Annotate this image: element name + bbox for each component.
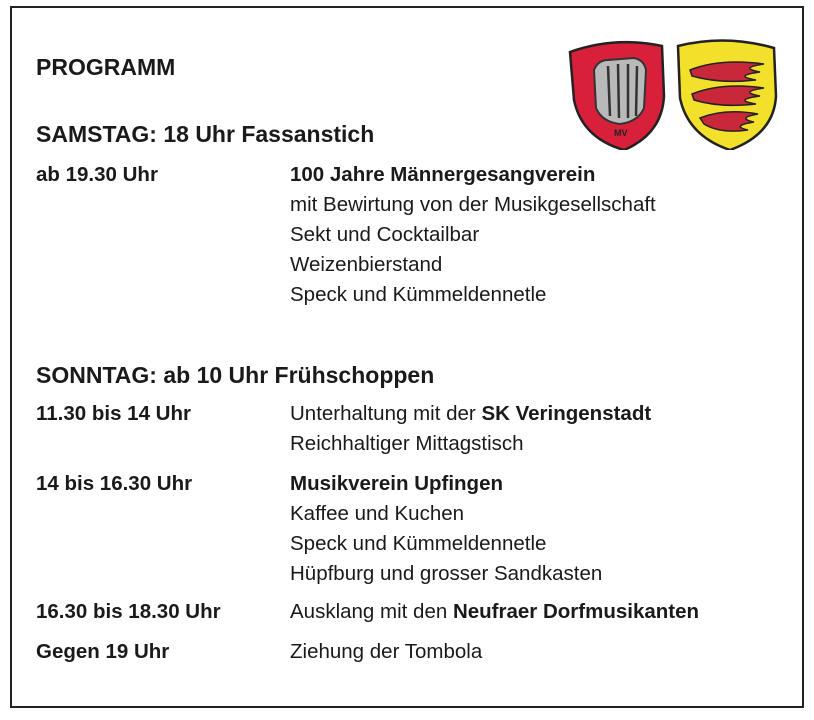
- sunday-line: Reichhaltiger Mittagstisch: [290, 432, 524, 455]
- saturday-line: 100 Jahre Männergesangverein: [290, 163, 596, 186]
- crest-letters: MV: [614, 128, 628, 138]
- sunday-line-bold: Neufraer Dorfmusikanten: [452, 600, 700, 623]
- saturday-time: ab 19.30 Uhr: [36, 163, 158, 186]
- crests: [560, 30, 790, 150]
- sunday-time: Gegen 19 Uhr: [36, 640, 170, 663]
- sunday-line: [290, 600, 699, 624]
- lyre-crest-icon: [570, 42, 664, 150]
- antlers-crest-icon: [678, 40, 776, 150]
- saturday-line: mit Bewirtung von der Musikgesellschaft: [290, 193, 656, 216]
- saturday-heading: SAMSTAG: 18 Uhr Fassanstich: [36, 121, 375, 147]
- sunday-line-text: Unterhaltung mit der: [290, 402, 482, 425]
- sunday-line: Hüpfburg und grosser Sandkasten: [290, 562, 603, 585]
- sunday-time: 11.30 bis 14 Uhr: [36, 402, 191, 425]
- sunday-heading: SONNTAG: ab 10 Uhr Frühschoppen: [36, 362, 435, 388]
- program-title: PROGRAMM: [36, 54, 176, 80]
- saturday-line: Sekt und Cocktailbar: [290, 223, 480, 246]
- sunday-line: [290, 402, 651, 426]
- sunday-line: Ziehung der Tombola: [290, 640, 483, 663]
- sunday-time: 16.30 bis 18.30 Uhr: [36, 600, 221, 623]
- saturday-line: Speck und Kümmeldennetle: [290, 283, 547, 306]
- saturday-line: Weizenbierstand: [290, 253, 443, 276]
- sunday-line: Kaffee und Kuchen: [290, 502, 465, 525]
- sunday-line: Musikverein Upfingen: [290, 472, 504, 495]
- sunday-line: Speck und Kümmeldennetle: [290, 532, 547, 555]
- sunday-line-bold: SK Veringenstadt: [481, 402, 652, 425]
- sunday-line-text: Ausklang mit den: [290, 600, 453, 623]
- sunday-time: 14 bis 16.30 Uhr: [36, 472, 193, 495]
